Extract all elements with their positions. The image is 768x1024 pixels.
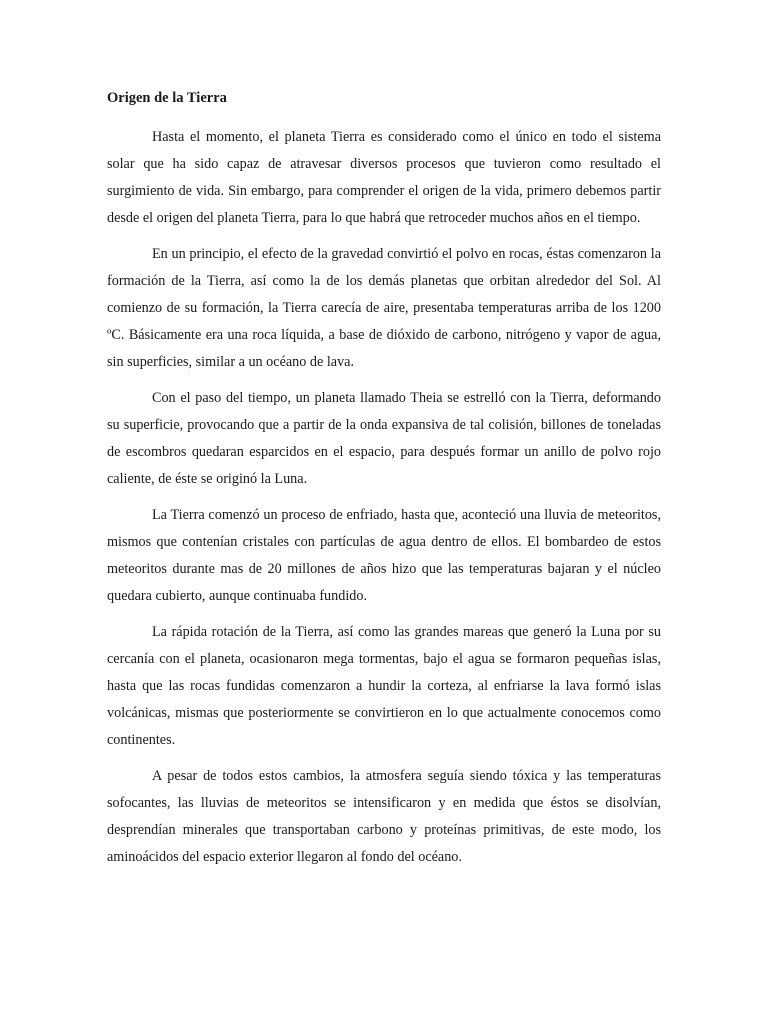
paragraph-3: Con el paso del tiempo, un planeta llamado Theia se estrelló con la Tierra, deformando su superficie, provocando que a partir de la onda expansiva de tal colisión, billones de toneladas de escombros quedaran esparcidos en el espacio, para después formar un anillo de polvo rojo caliente, de éste se originó la Luna. [107, 390, 661, 487]
paragraph-1: Hasta el momento, el planeta Tierra es considerado como el único en todo el sistema solar que ha sido capaz de atravesar diversos procesos que tuvieron como resultado el surgimiento de vida. Sin embargo, para comprender el origen de la vida, primero debemos partir desde el origen del planeta Tierra, para lo que habrá que retroceder muchos años en el tiempo. [107, 129, 661, 226]
paragraph-5: La rápida rotación de la Tierra, así como las grandes mareas que generó la Luna por su cercanía con el planeta, ocasionaron mega tormentas, bajo el agua se formaron pequeñas islas, hasta que las rocas fundidas comenzaron a hundir la corteza, al enfriarse la lava formó islas volcánicas, mismas que posteriormente se convirtieron en lo que actualmente conocemos como continentes. [107, 624, 661, 748]
paragraph-4: La Tierra comenzó un proceso de enfriado, hasta que, aconteció una lluvia de meteoritos, mismos que contenían cristales con partículas de agua dentro de ellos. El bombardeo de estos meteoritos durante mas de 20 millones de años hizo que las temperaturas bajaran y el núcleo quedara cubierto, aunque continuaba fundido. [107, 507, 661, 604]
paragraph-6: A pesar de todos estos cambios, la atmosfera seguía siendo tóxica y las temperaturas sofocantes, las lluvias de meteoritos se intensificaron y en medida que éstos se disolvían, desprendían minerales que transportaban carbono y proteínas primitivas, de este modo, los aminoácidos del espacio exterior llegaron al fondo del océano. [107, 768, 661, 865]
paragraph-2: En un principio, el efecto de la gravedad convirtió el polvo en rocas, éstas comenzaron la formación de la Tierra, así como la de los demás planetas que orbitan alrededor del Sol. Al comienzo de su formación, la Tierra carecía de aire, presentaba temperaturas arriba de los 1200 ºC. Básicamente era una roca líquida, a base de dióxido de carbono, nitrógeno y vapor de agua, sin superficies, similar a un océano de lava. [107, 246, 661, 370]
document-title: Origen de la Tierra [107, 90, 227, 106]
